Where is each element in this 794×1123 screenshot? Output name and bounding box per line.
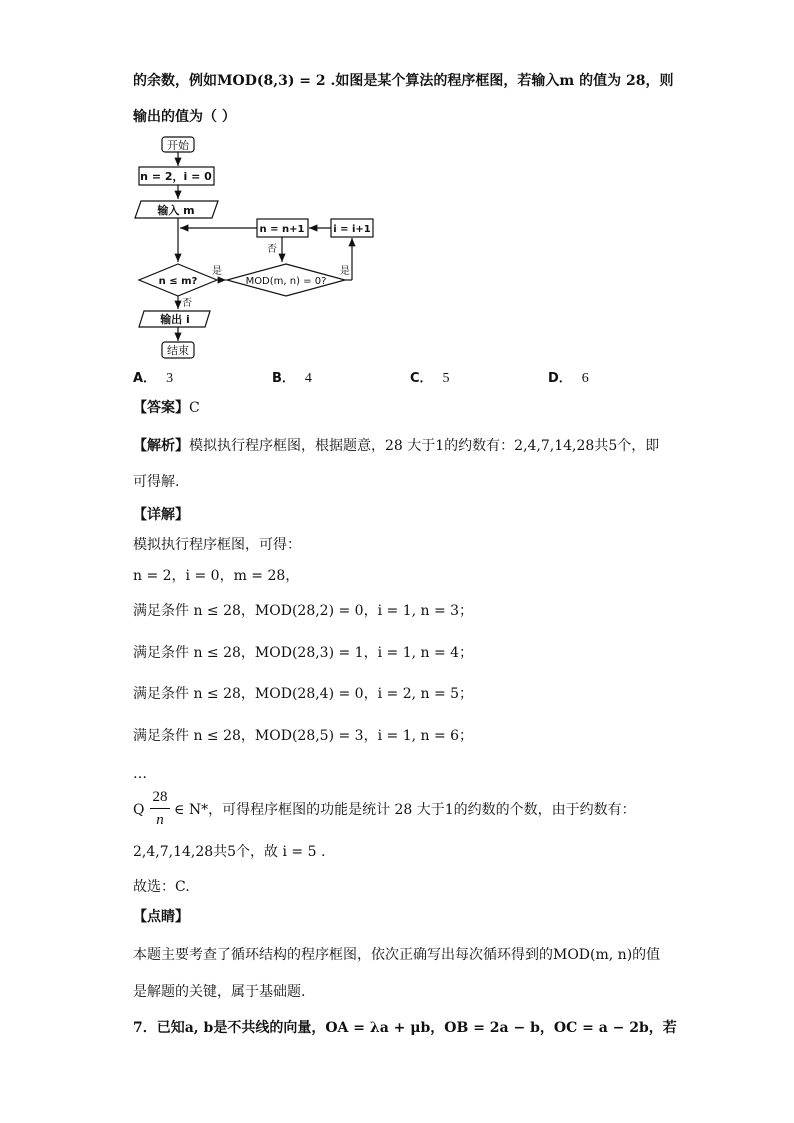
fraction-28-over-n: 28 n: [150, 788, 170, 829]
detail-step-2: 满足条件 n ≤ 28，MOD(28,3) = 1，i = 1, n = 4；: [133, 645, 474, 661]
detail-count-line: 2,4,7,14,28共5个，故 i = 5 .: [133, 844, 326, 860]
detail-function-line: ∈ N*，可得程序框图的功能是统计 28 大于1的约数的个数，由于约数有：: [174, 802, 636, 818]
detail-step-1: 满足条件 n ≤ 28，MOD(28,2) = 0，i = 1, n = 3；: [133, 603, 474, 619]
detail-choice: 故选：C.: [133, 879, 190, 895]
detail-ellipsis: …: [133, 766, 147, 782]
cond1-label: n ≤ m?: [158, 276, 198, 287]
input-label: 输入 m: [157, 204, 195, 217]
analysis-line-1: 【解析】模拟执行程序框图，根据题意，28 大于1的约数有：2,4,7,14,28共5个，即: [133, 438, 660, 454]
init-label: n = 2，i = 0: [140, 170, 212, 183]
detail-step-3: 满足条件 n ≤ 28，MOD(28,4) = 0，i = 2, n = 5；: [133, 686, 474, 702]
cond2-label: MOD(m, n) = 0?: [245, 276, 327, 287]
option-b: B． 4: [272, 371, 312, 386]
detail-intro: 模拟执行程序框图，可得：: [133, 537, 301, 553]
option-a: A． 3: [133, 371, 174, 386]
comment-line-2: 是解题的关键，属于基础题.: [133, 984, 306, 1000]
yes-label-2: 是: [340, 266, 350, 277]
option-c: C． 5: [410, 371, 450, 386]
question-line-2: 输出的值为（ ）: [133, 109, 236, 125]
update-i-label: i = i+1: [333, 224, 371, 235]
option-d: D． 6: [548, 371, 589, 386]
yes-label-1: 是: [212, 266, 222, 277]
analysis-line-2: 可得解.: [133, 474, 180, 490]
no-label-2: 否: [182, 298, 192, 309]
comment-line-1: 本题主要考查了循环结构的程序框图，依次正确写出每次循环得到的MOD(m, n)的值: [133, 947, 661, 963]
output-label: 输出 i: [160, 313, 190, 326]
end-label: 结束: [167, 344, 189, 357]
detail-tag: 【详解】: [133, 507, 189, 523]
start-label: 开始: [167, 139, 189, 152]
detail-init: n = 2，i = 0，m = 28，: [133, 568, 300, 584]
because-symbol: Q: [133, 802, 145, 818]
answer-line: 【答案】C: [133, 400, 200, 416]
detail-step-4: 满足条件 n ≤ 28，MOD(28,5) = 3，i = 1, n = 6；: [133, 728, 474, 744]
question-line-1: 的余数，例如MOD(8,3) = 2 .如图是某个算法的程序框图，若输入m 的值为 28，则: [133, 73, 674, 89]
next-question: 7．已知a, b是不共线的向量，OA = λa + μb，OB = 2a − b，OC = a − 2b，若: [133, 1020, 677, 1036]
update-n-label: n = n+1: [259, 224, 305, 235]
no-label-1: 否: [267, 244, 277, 255]
comment-tag: 【点睛】: [133, 909, 189, 925]
